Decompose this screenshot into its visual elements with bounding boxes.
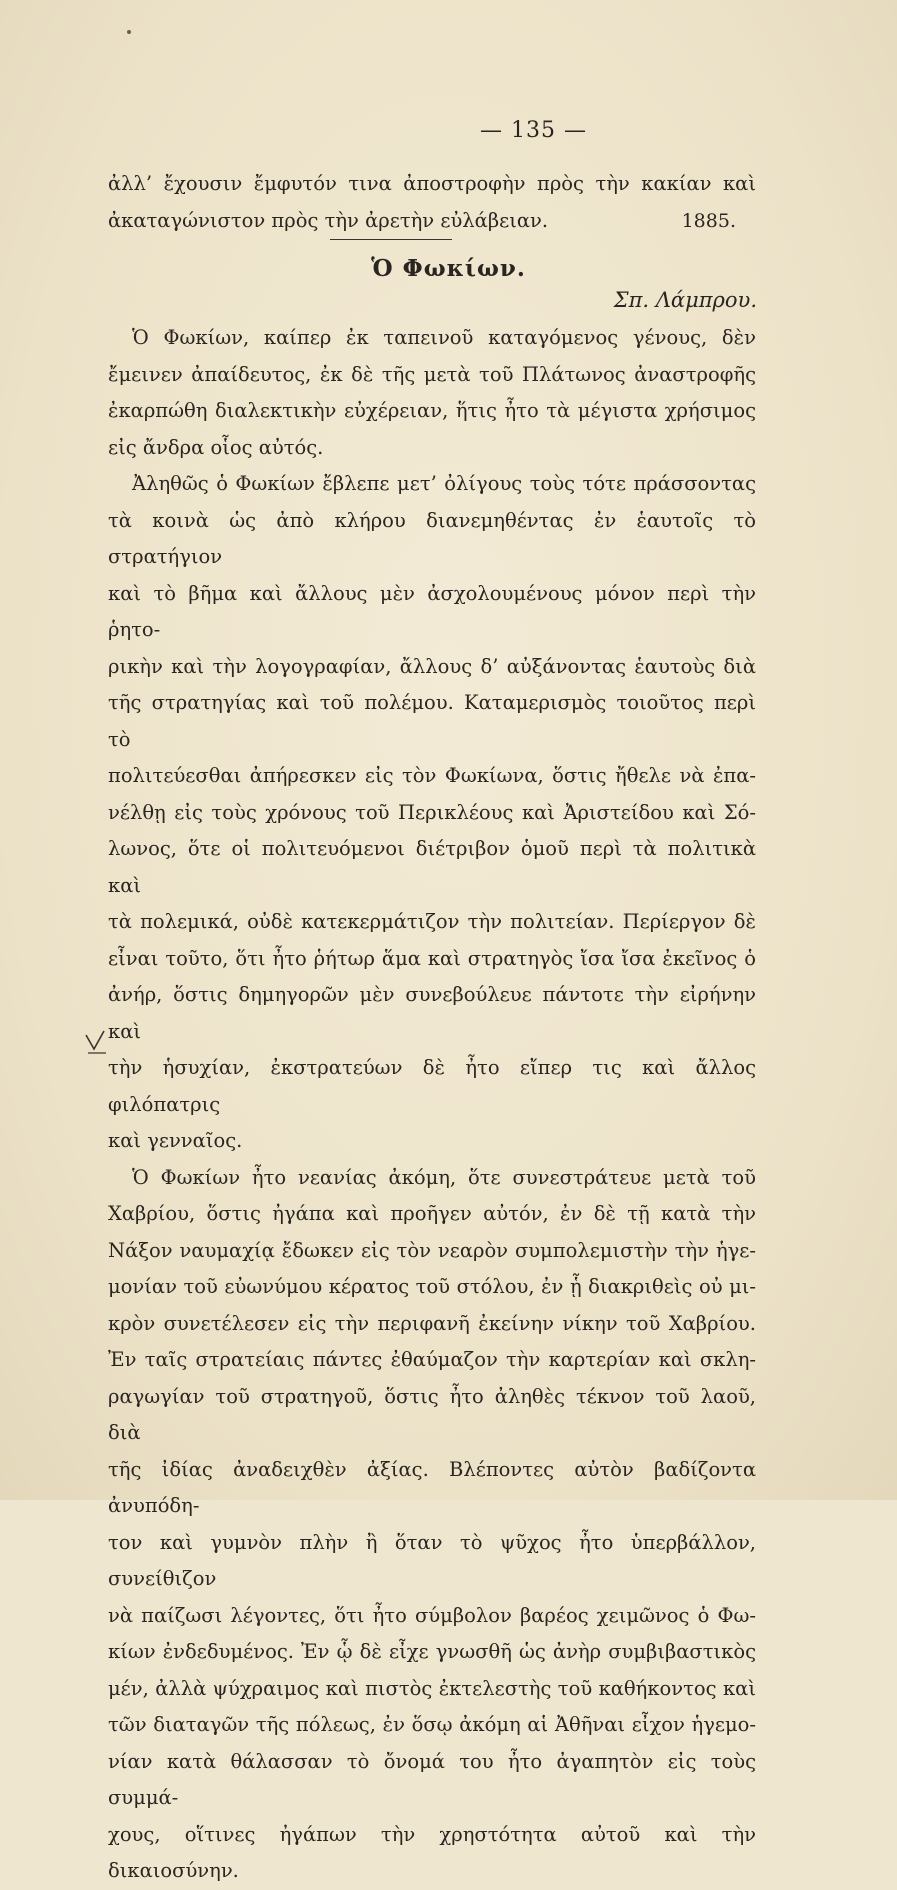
article-title: Ὁ Φωκίων. (371, 255, 526, 282)
ink-dot (127, 30, 131, 34)
text-line: εἰς ἄνδρα οἷος αὐτός. (108, 435, 324, 459)
text-line: καὶ γενναῖος. (108, 1129, 243, 1152)
article-body (108, 320, 756, 1890)
text-line: χους, οἵτινες ἠγάπων τὴν χρηστότητα αὐτοῦ καὶ τὴν δικαιοσύνην. (108, 1822, 756, 1882)
handwritten-margin-mark-icon (84, 1027, 108, 1057)
text-line: Ὁ Φωκίων ἦτο νεανίας ἀκόμη, ὅτε συνεστράτευε μετὰ τοῦ (132, 1165, 756, 1189)
text-line: Νάξον ναυμαχίᾳ ἔδωκεν εἰς τὸν νεαρὸν συμπολεμιστὴν τὴν ἡγε- (108, 1238, 756, 1262)
section-divider (330, 239, 452, 240)
page-number: — 135 — (480, 118, 587, 143)
text-line: μονίαν τοῦ εὐωνύμου κέρατος τοῦ στόλου, ἐν ᾗ διακριθεὶς οὐ μι- (108, 1275, 756, 1298)
text-line: λωνος, ὅτε οἱ πολιτευόμενοι διέτριβον ὁμοῦ περὶ τὰ πολιτικὰ καὶ (108, 837, 756, 897)
text-line: τῆς στρατηγίας καὶ τοῦ πολέμου. Καταμερισμὸς τοιοῦτος περὶ τὸ (108, 691, 756, 751)
prior-text-block (108, 166, 756, 239)
text-line: κίων ἐνδεδυμένος. Ἐν ᾧ δὲ εἶχε γνωσθῆ ὡς ἀνὴρ συμβιβαστικὸς (108, 1640, 756, 1663)
page-header (0, 118, 897, 143)
text-line: ἔμεινεν ἀπαίδευτος, ἐκ δὲ τῆς μετὰ τοῦ Πλάτωνος ἀναστροφῆς (108, 362, 756, 386)
paragraph (108, 320, 756, 466)
text-line: ἀκαταγώνιστον πρὸς τὴν ἀρετὴν εὐλάβειαν. (108, 208, 549, 232)
text-line: νίαν κατὰ θάλασσαν τὸ ὄνομά του ἦτο ἀγαπητὸν εἰς τοὺς συμμά- (108, 1749, 756, 1809)
text-line: τὴν ἡσυχίαν, ἐκστρατεύων δὲ ἦτο εἴπερ τις καὶ ἄλλος φιλόπατρις (108, 1056, 756, 1116)
text-line: ρικὴν καὶ τὴν λογογραφίαν, ἄλλους δ’ αὐξάνοντας ἑαυτοὺς διὰ (108, 654, 756, 678)
year-label: 1885. (681, 209, 736, 232)
text-line: κρὸν συνετέλεσεν εἰς τὴν περιφανῆ ἐκείνην νίκην τοῦ Χαβρίου. (108, 1311, 756, 1335)
text-line: Ἀληθῶς ὁ Φωκίων ἔβλεπε μετ’ ὀλίγους τοὺς τότε πράσσοντας (132, 472, 756, 495)
text-line: καὶ τὸ βῆμα καὶ ἄλλους μὲν ἀσχολουμένους μόνον περὶ τὴν ῥητο- (108, 581, 756, 641)
text-line: πολιτεύεσθαι ἀπήρεσκεν εἰς τὸν Φωκίωνα, ὅστις ἤθελε νὰ ἐπα- (108, 764, 756, 787)
text-line: μέν, ἀλλὰ ψύχραιμος καὶ πιστὸς ἐκτελεστὴς τοῦ καθήκοντος καὶ (108, 1676, 756, 1700)
article-author: Σπ. Λάμπρου. (613, 288, 757, 312)
text-line: εἶναι τοῦτο, ὅτι ἦτο ῥήτωρ ἅμα καὶ στρατηγὸς ἴσα ἴσα ἐκεῖνος ὁ (108, 946, 756, 970)
text-line: Ὁ Φωκίων, καίπερ ἐκ ταπεινοῦ καταγόμενος γένους, δὲν (132, 326, 756, 349)
text-line: τῶν διαταγῶν τῆς πόλεως, ἐν ὅσῳ ἀκόμη αἱ Ἀθῆναι εἶχον ἡγεμο- (108, 1713, 756, 1736)
paragraph (108, 1160, 756, 1890)
text-line: Χαβρίου, ὅστις ἠγάπα καὶ προῆγεν αὐτόν, ἐν δὲ τῇ κατὰ τὴν (108, 1202, 756, 1225)
text-line: νέλθῃ εἰς τοὺς χρόνους τοῦ Περικλέους καὶ Ἀριστείδου καὶ Σό- (108, 800, 756, 824)
text-line: ἀνήρ, ὅστις δημηγορῶν μὲν συνεβούλευε πάντοτε τὴν εἰρήνην καὶ (108, 983, 756, 1043)
text-line: ἀλλ’ ἔχουσιν ἔμφυτόν τινα ἀποστροφὴν πρὸς τὴν κακίαν καὶ (108, 172, 756, 195)
text-line: τον καὶ γυμνὸν πλὴν ἢ ὅταν τὸ ψῦχος ἦτο ὑπερβάλλον, συνείθιζον (108, 1530, 756, 1590)
text-line: τὰ κοινὰ ὡς ἀπὸ κλήρου διανεμηθέντας ἐν ἑαυτοῖς τὸ στρατήγιον (108, 508, 756, 568)
text-line: ραγωγίαν τοῦ στρατηγοῦ, ὅστις ἦτο ἀληθὲς τέκνον τοῦ λαοῦ, διὰ (108, 1384, 756, 1444)
text-line: νὰ παίζωσι λέγοντες, ὅτι ἦτο σύμβολον βαρέος χειμῶνος ὁ Φω- (108, 1603, 756, 1627)
text-line: τῆς ἰδίας ἀναδειχθὲν ἀξίας. Βλέποντες αὐτὸν βαδίζοντα ἀνυπόδη- (108, 1457, 756, 1517)
paragraph (108, 466, 756, 1160)
text-line: τὰ πολεμικά, οὐδὲ κατεκερμάτιζον τὴν πολιτείαν. Περίεργον δὲ (108, 910, 756, 933)
text-line: ἐκαρπώθη διαλεκτικὴν εὐχέρειαν, ἥτις ἦτο τὰ μέγιστα χρήσιμος (108, 399, 756, 422)
text-line: Ἐν ταῖς στρατείαις πάντες ἐθαύμαζον τὴν καρτερίαν καὶ σκλη- (108, 1348, 756, 1371)
closing-row (108, 203, 756, 240)
